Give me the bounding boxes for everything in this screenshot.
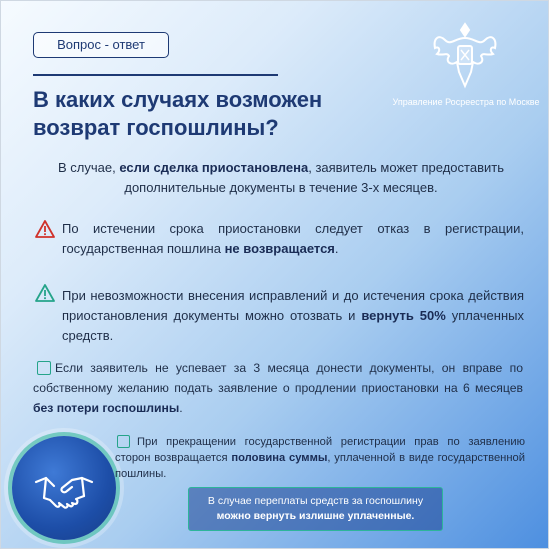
statement-withdraw <box>62 286 524 346</box>
intro-bold: если сделка приостановлена <box>119 160 309 175</box>
emblem-icon <box>425 16 505 96</box>
statement-bold: половина суммы <box>231 452 328 464</box>
warning-icon <box>35 284 55 302</box>
statement-bold: не возвращается <box>224 241 335 256</box>
statement-extension <box>33 358 523 418</box>
overpayment-note <box>188 487 443 531</box>
statement-bold: без потери госпошлины <box>33 401 180 415</box>
note-line: В случае переплаты средств за госпошлину <box>207 495 424 507</box>
category-tag: Вопрос - ответ <box>33 32 169 58</box>
statement-text-end: уплаченных средств. <box>62 308 524 343</box>
intro-text: В случае, <box>58 160 120 175</box>
statement-text-end: , уплаченной в виде государственной пошлины. <box>115 452 526 480</box>
warning-icon <box>35 220 55 238</box>
statement-bold: вернуть 50% <box>361 308 446 323</box>
statement-text-end: . <box>334 241 339 256</box>
logo-caption: Управление Росреестра по Москве <box>392 97 540 107</box>
intro-text-end: , заявитель может предоставить дополнительные документы в течение 3-х месяцев. <box>124 160 504 195</box>
note-line-bold: можно вернуть излишне уплаченные. <box>216 510 415 522</box>
statement-text: При прекращении государственной регистрации прав по заявлению сторон возвращается <box>115 436 525 464</box>
divider <box>33 74 278 76</box>
statement-text: Если заявитель не успевает за 3 месяца донести документы, он вправе по собственному желанию подать заявление о продлении приостановки на 6 месяцев <box>33 361 523 395</box>
statement-text: При невозможности внесения исправлений и до истечения срока действия приостановления документы можно отозвать и <box>62 288 524 323</box>
statement-refusal <box>62 219 524 259</box>
intro-paragraph <box>46 158 516 198</box>
page-title: В каких случаях возможен возврат госпошлины? <box>33 87 323 140</box>
handshake-icon <box>32 464 96 512</box>
statement-text-end: . <box>179 401 183 415</box>
statement-text: По истечении срока приостановки следует отказ в регистрации, государственная пошлина <box>62 221 524 256</box>
statement-half-return <box>115 434 525 482</box>
